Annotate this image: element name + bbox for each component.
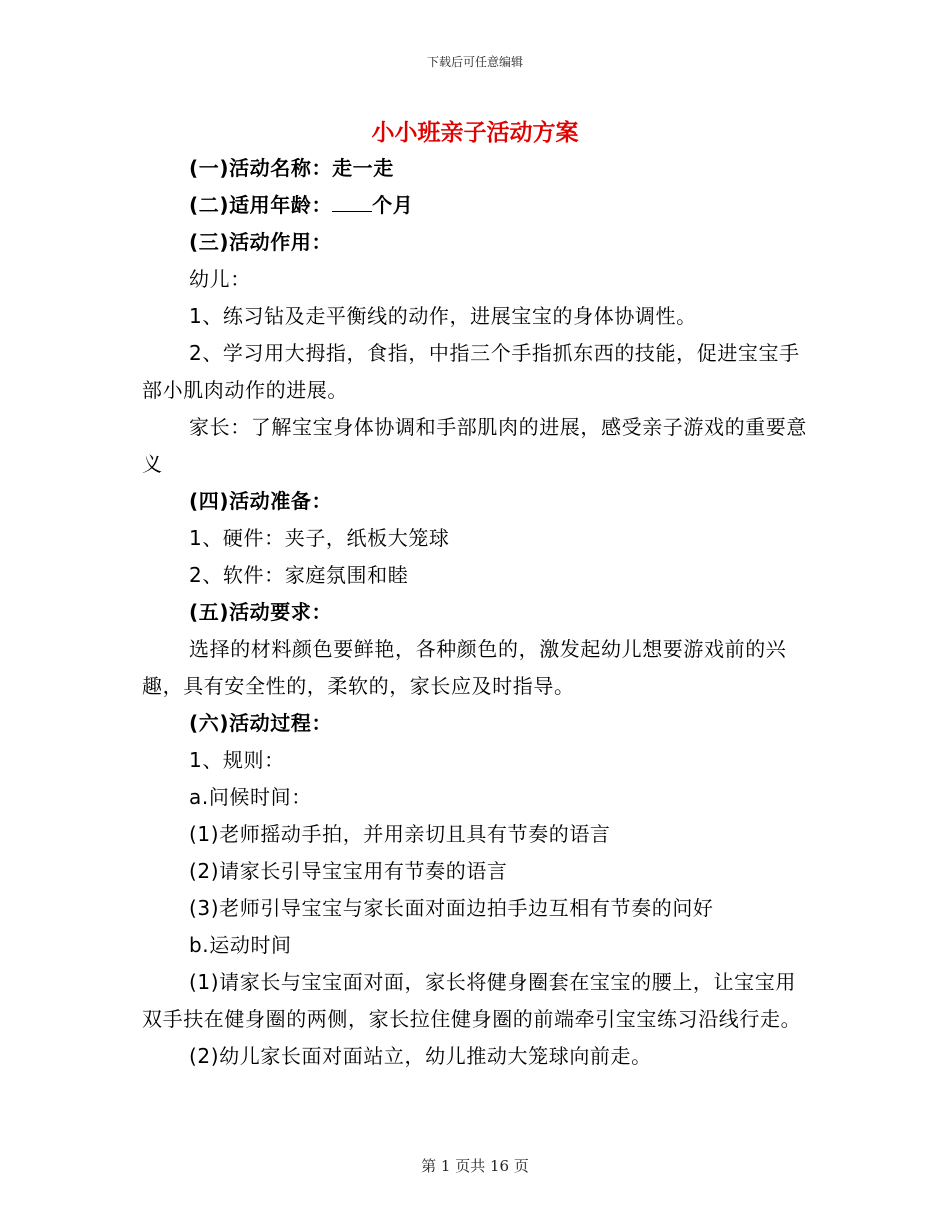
greet-item-2: (2)请家长引导宝宝用有节奏的语言 <box>189 859 508 883</box>
sport-heading: b.运动时间 <box>189 933 292 957</box>
sport-item-1: (1)请家长与宝宝面对面，家长将健身圈套在宝宝的腰上，让宝宝用双手扶在健身圈的两侧，家长拉住健身圈的前端牵引宝宝练习沿线行走。 <box>142 970 802 1031</box>
purpose-item-1: 1、练习钻及走平衡线的动作，进展宝宝的身体协调性。 <box>189 304 697 328</box>
section-process: (六)活动过程： <box>189 711 333 735</box>
section-requirements: (五)活动要求： <box>189 600 333 624</box>
age-label: (二)适用年龄： <box>189 193 333 217</box>
age-blank <box>332 193 372 212</box>
prep-item-1: 1、硬件：夹子，纸板大笼球 <box>189 526 450 550</box>
section-purpose: (三)活动作用： <box>189 230 333 254</box>
requirements-text: 选择的材料颜色要鲜艳，各种颜色的，激发起幼儿想要游戏前的兴趣，具有安全性的，柔软的，家长应及时指导。 <box>142 637 787 698</box>
header-note: 下载后可任意编辑 <box>426 55 523 69</box>
rules-heading: 1、规则： <box>189 748 285 772</box>
section-activity-name: (一)活动名称：走一走 <box>189 156 394 180</box>
section-age <box>142 187 812 224</box>
age-unit: 个月 <box>372 193 414 217</box>
document-title: 小小班亲子活动方案 <box>371 120 579 146</box>
prep-item-2: 2、软件：家庭氛围和睦 <box>189 563 409 587</box>
sport-item-2: (2)幼儿家长面对面站立，幼儿推动大笼球向前走。 <box>189 1044 652 1068</box>
parent-purpose: 家长：了解宝宝身体协调和手部肌肉的进展，感受亲子游戏的重要意义 <box>142 415 807 476</box>
page-footer: 第 1 页共 16 页 <box>421 1157 529 1175</box>
greet-heading: a.问候时间： <box>189 785 312 809</box>
document-body <box>142 150 812 1075</box>
purpose-item-2: 2、学习用大拇指，食指，中指三个手指抓东西的技能，促进宝宝手部小肌肉动作的进展。 <box>142 341 800 402</box>
child-label: 幼儿： <box>189 267 251 291</box>
greet-item-1: (1)老师摇动手拍，并用亲切且具有节奏的语言 <box>189 822 611 846</box>
section-preparation: (四)活动准备： <box>189 489 333 513</box>
greet-item-3: (3)老师引导宝宝与家长面对面边拍手边互相有节奏的问好 <box>189 896 714 920</box>
